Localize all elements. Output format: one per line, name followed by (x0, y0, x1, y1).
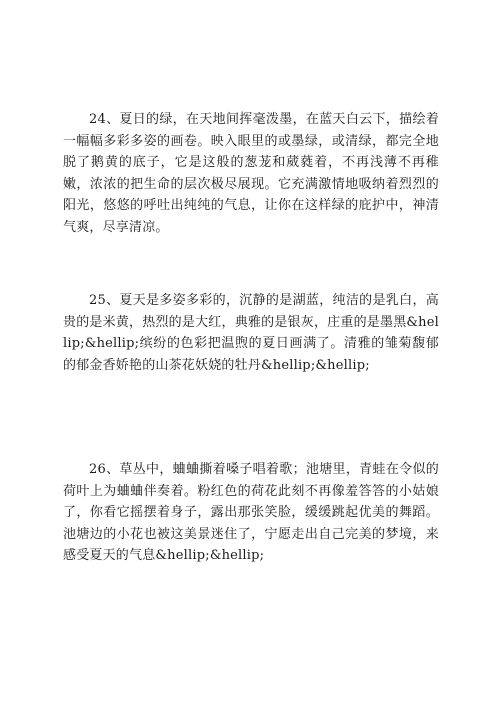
paragraph-25: 25、夏天是多姿多彩的，沉静的是湖蓝，纯洁的是乳白，高贵的是米黄，热烈的是大红，典雅的是银灰，庄重的是墨黑&hellip;&hellip;缤纷的色彩把温煦的夏日画满了。清雅的雏菊馥郁的郁金香娇艳的山茶花妖娆的牡丹&hellip;&hellip; (63, 293, 439, 373)
paragraph-26: 26、草丛中，蛐蛐撕着嗓子唱着歌；池塘里，青蛙在令似的荷叶上为蛐蛐伴奏着。粉红色的荷花此刻不再像羞答答的小姑娘了，你看它摇摆着身子，露出那张笑脸，缓缓跳起优美的舞蹈。池塘边的小花也被这美景迷住了，宁愿走出自己完美的梦境，来感受夏天的气息&hellip;&hellip; (63, 462, 439, 564)
paragraph-24: 24、夏日的绿，在天地间挥毫泼墨，在蓝天白云下，描绘着一幅幅多彩多姿的画卷。映入眼里的或墨绿，或清绿，都完全地脱了鹅黄的底子，它是这般的葱茏和葳蕤着，不再浅薄不再稚嫩，浓浓的把生命的层次极尽展现。它充满激情地吸纳着烈烈的阳光，悠悠的呼吐出纯纯的气息，让你在这样绿的庇护中，神清气爽，尽享清凉。 (63, 112, 439, 235)
